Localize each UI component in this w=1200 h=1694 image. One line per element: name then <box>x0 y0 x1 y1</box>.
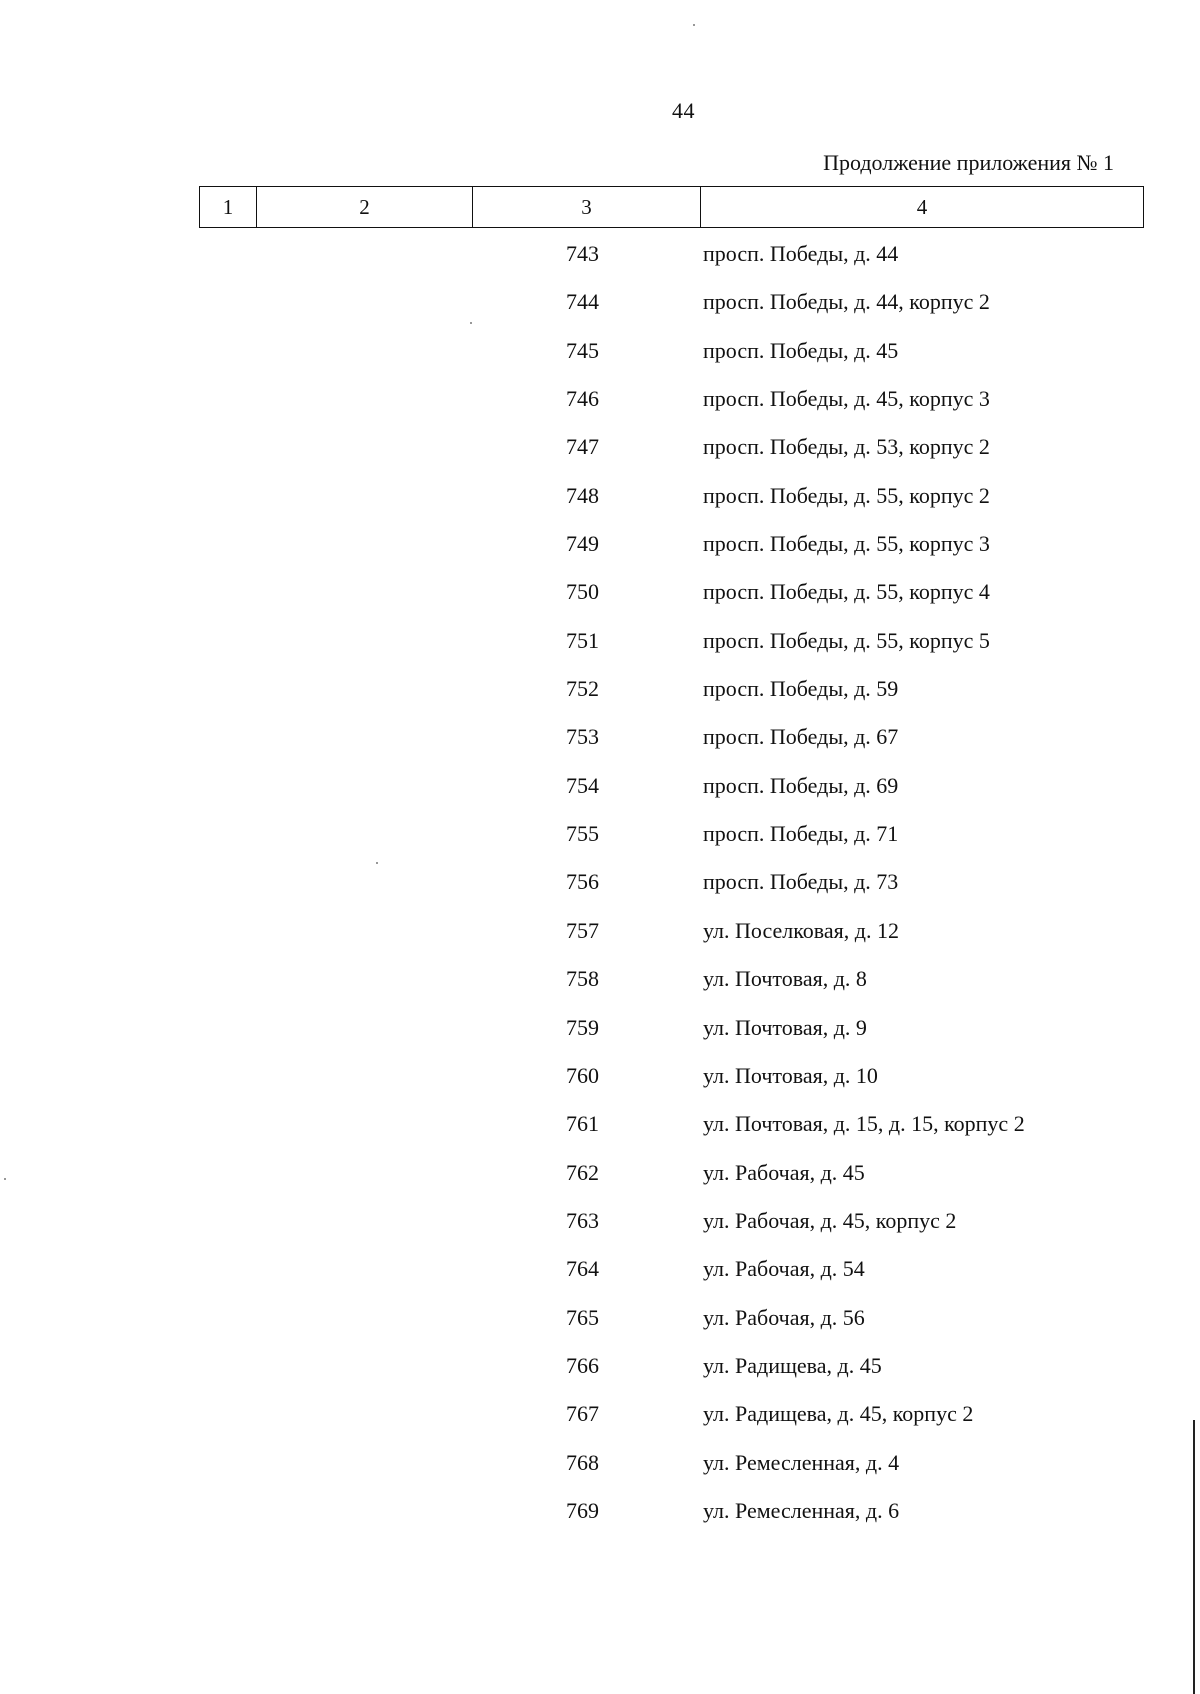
row-number: 766 <box>566 1352 599 1378</box>
header-cell-2: 2 <box>257 187 473 227</box>
row-address: просп. Победы, д. 55, корпус 4 <box>703 579 990 605</box>
table-row <box>0 821 1200 869</box>
row-number: 758 <box>566 966 599 992</box>
row-address: просп. Победы, д. 44 <box>703 241 899 266</box>
row-address: просп. Победы, д. 45, корпус 3 <box>703 386 990 412</box>
table-row <box>0 531 1200 579</box>
row-address: ул. Поселковая, д. 12 <box>703 917 899 943</box>
header-cell-4: 4 <box>916 194 928 219</box>
row-address: просп. Победы, д. 69 <box>703 772 899 798</box>
row-number: 746 <box>566 386 599 412</box>
table-body <box>0 241 1200 1546</box>
row-address: просп. Победы, д. 53, корпус 2 <box>703 434 990 460</box>
row-address: просп. Победы, д. 45 <box>703 337 899 363</box>
row-number: 749 <box>566 531 599 557</box>
table-row <box>0 628 1200 676</box>
row-number: 747 <box>566 434 599 460</box>
table-row <box>0 1111 1200 1159</box>
row-number: 752 <box>566 676 599 702</box>
table-row <box>0 338 1200 386</box>
table-row <box>0 1160 1200 1208</box>
row-address: просп. Победы, д. 55, корпус 5 <box>703 627 990 653</box>
row-address: ул. Рабочая, д. 45 <box>703 1159 865 1185</box>
row-address: ул. Почтовая, д. 15, д. 15, корпус 2 <box>703 1111 1025 1137</box>
row-address: просп. Победы, д. 59 <box>703 676 899 702</box>
row-number: 763 <box>566 1207 599 1233</box>
row-address: ул. Радищева, д. 45 <box>703 1352 882 1378</box>
row-number: 762 <box>566 1159 599 1185</box>
row-number: 767 <box>566 1401 599 1427</box>
row-number: 764 <box>566 1256 599 1282</box>
table-row <box>0 966 1200 1014</box>
row-address: ул. Рабочая, д. 45, корпус 2 <box>703 1207 957 1233</box>
table-row <box>0 724 1200 772</box>
table-row <box>0 676 1200 724</box>
row-address: просп. Победы, д. 44, корпус 2 <box>703 289 990 315</box>
table-row <box>0 579 1200 627</box>
table-row <box>0 1498 1200 1546</box>
table-row <box>0 1015 1200 1063</box>
table-row <box>0 1208 1200 1256</box>
row-address: просп. Победы, д. 55, корпус 2 <box>703 482 990 508</box>
row-address: ул. Рабочая, д. 54 <box>703 1256 865 1282</box>
row-address: ул. Ремесленная, д. 4 <box>703 1449 900 1475</box>
table-row <box>0 289 1200 337</box>
row-number: 745 <box>566 337 599 363</box>
row-address: ул. Почтовая, д. 10 <box>703 1062 878 1088</box>
row-number: 755 <box>566 821 599 847</box>
row-address: просп. Победы, д. 71 <box>703 821 899 847</box>
row-number: 761 <box>566 1111 599 1137</box>
table-row <box>0 918 1200 966</box>
row-address: ул. Почтовая, д. 8 <box>703 966 867 992</box>
row-number: 753 <box>566 724 599 750</box>
table-row <box>0 434 1200 482</box>
row-number: 756 <box>566 869 599 895</box>
row-number: 754 <box>566 772 599 798</box>
header-cell-3: 3 <box>473 187 701 227</box>
row-number: 769 <box>566 1497 599 1523</box>
scan-speck <box>693 24 695 26</box>
table-row <box>0 386 1200 434</box>
table-row <box>0 1305 1200 1353</box>
row-number: 768 <box>566 1449 599 1475</box>
table-row <box>0 1401 1200 1449</box>
row-address: ул. Почтовая, д. 9 <box>703 1014 867 1040</box>
table-row <box>0 1353 1200 1401</box>
row-address: просп. Победы, д. 73 <box>703 869 899 895</box>
table-header <box>199 186 1144 228</box>
scan-edge-line <box>1193 1420 1195 1694</box>
row-number: 748 <box>566 482 599 508</box>
table-row <box>0 1450 1200 1498</box>
table-row <box>0 1063 1200 1111</box>
table-row <box>0 483 1200 531</box>
row-number: 750 <box>566 579 599 605</box>
page-number: 44 <box>672 98 695 123</box>
row-number: 751 <box>566 627 599 653</box>
row-number: 765 <box>566 1304 599 1330</box>
row-address: ул. Рабочая, д. 56 <box>703 1304 865 1330</box>
continuation-label: Продолжение приложения № 1 <box>823 150 1114 175</box>
table-row <box>0 241 1200 289</box>
row-number: 744 <box>566 289 599 315</box>
row-number: 760 <box>566 1062 599 1088</box>
row-number: 759 <box>566 1014 599 1040</box>
table-row <box>0 773 1200 821</box>
row-address: ул. Ремесленная, д. 6 <box>703 1497 900 1523</box>
header-cell-1: 1 <box>200 187 257 227</box>
row-address: ул. Радищева, д. 45, корпус 2 <box>703 1401 974 1427</box>
scan-speck <box>470 322 472 324</box>
row-address: просп. Победы, д. 55, корпус 3 <box>703 531 990 557</box>
table-row <box>0 1256 1200 1304</box>
row-number: 743 <box>566 241 599 266</box>
scan-speck <box>376 862 378 864</box>
row-address: просп. Победы, д. 67 <box>703 724 899 750</box>
table-row <box>0 869 1200 917</box>
row-number: 757 <box>566 917 599 943</box>
scan-speck <box>4 1178 6 1180</box>
